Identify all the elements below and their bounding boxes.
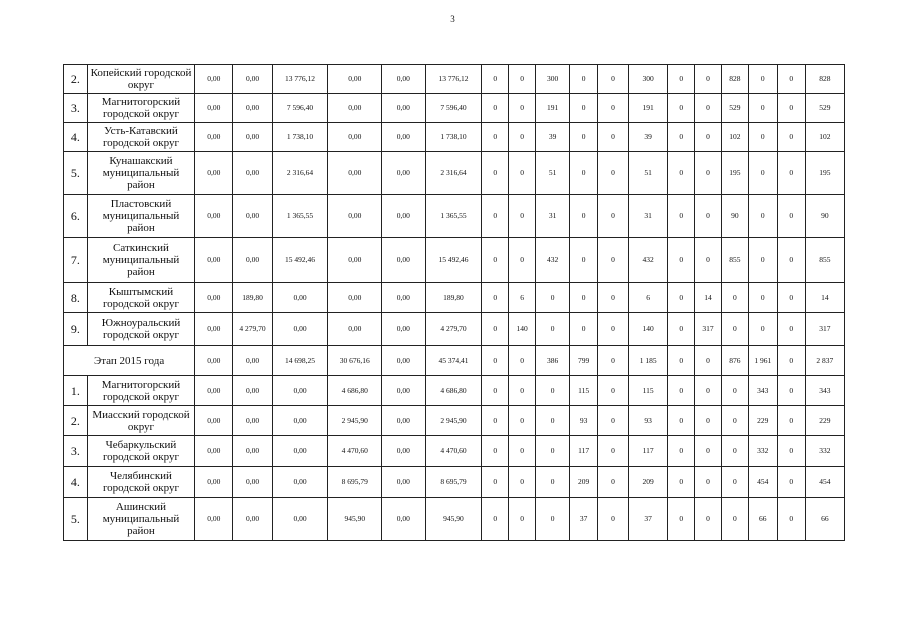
data-cell: 0 <box>695 436 722 467</box>
data-cell: 4 279,70 <box>425 313 482 346</box>
data-cell: 0 <box>536 467 570 498</box>
data-cell: 0 <box>536 406 570 436</box>
data-cell: 0 <box>721 376 748 406</box>
data-cell: 4 279,70 <box>233 313 272 346</box>
municipality-name: Магнитогорский городской округ <box>87 376 194 406</box>
data-cell: 855 <box>805 238 844 283</box>
table-row <box>64 376 845 406</box>
stage-data-cell: 0 <box>777 346 805 376</box>
table-row <box>64 467 845 498</box>
data-cell: 0 <box>668 313 695 346</box>
data-cell: 8 695,79 <box>425 467 482 498</box>
data-cell: 0 <box>668 65 695 94</box>
data-cell: 0 <box>748 283 777 313</box>
stage-data-cell: 14 698,25 <box>272 346 328 376</box>
row-number: 2. <box>64 65 88 94</box>
data-cell: 0,00 <box>195 65 233 94</box>
data-cell: 0,00 <box>195 94 233 123</box>
data-cell: 66 <box>748 498 777 541</box>
table-row <box>64 195 845 238</box>
data-cell: 0 <box>598 94 629 123</box>
data-cell: 0,00 <box>195 123 233 152</box>
row-number: 6. <box>64 195 88 238</box>
data-cell: 0 <box>509 195 536 238</box>
row-number: 9. <box>64 313 88 346</box>
stage-data-cell: 0,00 <box>382 346 425 376</box>
table-row <box>64 498 845 541</box>
stage-data-cell: 0,00 <box>233 346 272 376</box>
data-cell: 1 738,10 <box>425 123 482 152</box>
data-cell: 0,00 <box>382 283 425 313</box>
stage-data-cell: 45 374,41 <box>425 346 482 376</box>
data-cell: 0,00 <box>195 436 233 467</box>
page-number: 3 <box>450 14 455 24</box>
data-cell: 1 738,10 <box>272 123 328 152</box>
data-cell: 15 492,46 <box>425 238 482 283</box>
data-cell: 0 <box>598 238 629 283</box>
data-cell: 93 <box>629 406 668 436</box>
data-cell: 0 <box>570 283 598 313</box>
data-cell: 454 <box>748 467 777 498</box>
data-cell: 828 <box>805 65 844 94</box>
data-cell: 2 945,90 <box>425 406 482 436</box>
data-cell: 115 <box>570 376 598 406</box>
data-cell: 2 945,90 <box>328 406 382 436</box>
data-cell: 0,00 <box>328 123 382 152</box>
data-cell: 0 <box>482 376 509 406</box>
row-number: 2. <box>64 406 88 436</box>
data-cell: 4 470,60 <box>328 436 382 467</box>
data-cell: 31 <box>629 195 668 238</box>
data-cell: 0 <box>777 152 805 195</box>
data-cell: 2 316,64 <box>425 152 482 195</box>
data-cell: 4 686,80 <box>425 376 482 406</box>
data-cell: 90 <box>721 195 748 238</box>
row-number: 4. <box>64 123 88 152</box>
data-cell: 0,00 <box>272 283 328 313</box>
table-row <box>64 152 845 195</box>
data-cell: 0,00 <box>382 94 425 123</box>
data-cell: 0 <box>748 195 777 238</box>
data-cell: 0 <box>570 313 598 346</box>
stage-data-cell: 30 676,16 <box>328 346 382 376</box>
municipality-name: Ашинский муниципальный район <box>87 498 194 541</box>
stage-data-cell: 0 <box>482 346 509 376</box>
data-cell: 0 <box>598 467 629 498</box>
data-cell: 0 <box>598 123 629 152</box>
data-cell: 0 <box>721 313 748 346</box>
data-cell: 0,00 <box>195 152 233 195</box>
row-number: 3. <box>64 436 88 467</box>
data-cell: 0 <box>668 123 695 152</box>
stage-data-cell: 2 837 <box>805 346 844 376</box>
data-cell: 0,00 <box>382 238 425 283</box>
data-cell: 66 <box>805 498 844 541</box>
stage-data-cell: 0 <box>695 346 722 376</box>
data-cell: 13 776,12 <box>425 65 482 94</box>
stage-label: Этап 2015 года <box>64 346 195 376</box>
data-cell: 0,00 <box>195 313 233 346</box>
data-cell: 0 <box>695 238 722 283</box>
data-cell: 828 <box>721 65 748 94</box>
data-cell: 0,00 <box>272 376 328 406</box>
data-cell: 0,00 <box>328 65 382 94</box>
data-cell: 432 <box>629 238 668 283</box>
data-cell: 14 <box>695 283 722 313</box>
data-cell: 0 <box>536 436 570 467</box>
data-cell: 0 <box>695 467 722 498</box>
data-cell: 0,00 <box>233 436 272 467</box>
data-cell: 0 <box>570 152 598 195</box>
data-cell: 0,00 <box>272 498 328 541</box>
data-cell: 0 <box>695 406 722 436</box>
data-cell: 0,00 <box>382 406 425 436</box>
data-cell: 0,00 <box>382 498 425 541</box>
data-cell: 0 <box>482 123 509 152</box>
stage-data-cell: 0,00 <box>195 346 233 376</box>
data-cell: 7 596,40 <box>272 94 328 123</box>
data-cell: 0 <box>570 65 598 94</box>
stage-data-cell: 0 <box>668 346 695 376</box>
data-cell: 300 <box>629 65 668 94</box>
data-cell: 0,00 <box>233 376 272 406</box>
data-cell: 0 <box>748 238 777 283</box>
data-cell: 0 <box>668 376 695 406</box>
data-cell: 0 <box>748 152 777 195</box>
data-cell: 0 <box>598 65 629 94</box>
data-cell: 0 <box>668 406 695 436</box>
data-cell: 0 <box>509 65 536 94</box>
data-cell: 0,00 <box>195 376 233 406</box>
data-cell: 0 <box>777 195 805 238</box>
data-cell: 0 <box>598 376 629 406</box>
data-cell: 0 <box>509 238 536 283</box>
data-cell: 191 <box>629 94 668 123</box>
data-cell: 51 <box>629 152 668 195</box>
data-cell: 454 <box>805 467 844 498</box>
data-cell: 0,00 <box>328 238 382 283</box>
data-cell: 332 <box>748 436 777 467</box>
data-cell: 0 <box>509 406 536 436</box>
row-number: 3. <box>64 94 88 123</box>
data-cell: 0,00 <box>195 195 233 238</box>
data-cell: 0 <box>482 238 509 283</box>
data-cell: 945,90 <box>425 498 482 541</box>
data-cell: 115 <box>629 376 668 406</box>
row-number: 7. <box>64 238 88 283</box>
data-cell: 0,00 <box>382 313 425 346</box>
data-cell: 117 <box>629 436 668 467</box>
data-cell: 343 <box>805 376 844 406</box>
data-cell: 0 <box>748 123 777 152</box>
data-cell: 39 <box>536 123 570 152</box>
data-cell: 31 <box>536 195 570 238</box>
data-cell: 0,00 <box>328 152 382 195</box>
data-cell: 0 <box>695 376 722 406</box>
data-cell: 37 <box>629 498 668 541</box>
data-cell: 140 <box>509 313 536 346</box>
stage-summary-row <box>64 346 845 376</box>
data-cell: 14 <box>805 283 844 313</box>
data-cell: 1 365,55 <box>272 195 328 238</box>
table-row <box>64 238 845 283</box>
data-cell: 102 <box>805 123 844 152</box>
row-number: 5. <box>64 152 88 195</box>
stage-data-cell: 0 <box>598 346 629 376</box>
data-cell: 0 <box>748 94 777 123</box>
table-row <box>64 313 845 346</box>
data-cell: 0 <box>598 313 629 346</box>
data-cell: 0 <box>482 152 509 195</box>
data-cell: 0 <box>777 498 805 541</box>
data-cell: 0 <box>598 498 629 541</box>
data-cell: 0 <box>668 238 695 283</box>
data-cell: 0,00 <box>233 94 272 123</box>
table-row <box>64 94 845 123</box>
data-cell: 0 <box>748 313 777 346</box>
data-cell: 0 <box>598 152 629 195</box>
data-cell: 0,00 <box>233 123 272 152</box>
municipality-name: Усть-Катавский городской округ <box>87 123 194 152</box>
data-cell: 0 <box>721 498 748 541</box>
data-cell: 209 <box>629 467 668 498</box>
data-cell: 529 <box>805 94 844 123</box>
data-cell: 4 470,60 <box>425 436 482 467</box>
data-cell: 7 596,40 <box>425 94 482 123</box>
row-number: 8. <box>64 283 88 313</box>
data-cell: 0 <box>482 94 509 123</box>
data-cell: 0 <box>777 406 805 436</box>
data-cell: 0,00 <box>382 65 425 94</box>
data-cell: 0 <box>598 436 629 467</box>
data-cell: 140 <box>629 313 668 346</box>
data-cell: 317 <box>805 313 844 346</box>
data-cell: 0 <box>777 123 805 152</box>
data-cell: 0 <box>509 436 536 467</box>
data-cell: 343 <box>748 376 777 406</box>
data-cell: 1 365,55 <box>425 195 482 238</box>
data-cell: 0 <box>668 283 695 313</box>
data-cell: 0,00 <box>195 238 233 283</box>
data-cell: 0,00 <box>272 436 328 467</box>
data-cell: 195 <box>721 152 748 195</box>
data-cell: 0,00 <box>233 152 272 195</box>
municipality-name: Саткинский муниципальный район <box>87 238 194 283</box>
data-cell: 189,80 <box>233 283 272 313</box>
stage-data-cell: 876 <box>721 346 748 376</box>
municipality-name: Челябинский городской округ <box>87 467 194 498</box>
stage-data-cell: 1 185 <box>629 346 668 376</box>
data-cell: 0 <box>536 313 570 346</box>
data-cell: 0 <box>598 195 629 238</box>
municipality-name: Пластовский муниципальный район <box>87 195 194 238</box>
data-cell: 117 <box>570 436 598 467</box>
data-cell: 0 <box>482 65 509 94</box>
data-cell: 90 <box>805 195 844 238</box>
data-cell: 0,00 <box>272 406 328 436</box>
data-cell: 0,00 <box>233 65 272 94</box>
data-cell: 0 <box>777 436 805 467</box>
data-cell: 0 <box>536 498 570 541</box>
data-cell: 332 <box>805 436 844 467</box>
municipality-name: Кунашакский муниципальный район <box>87 152 194 195</box>
data-cell: 0 <box>721 283 748 313</box>
data-cell: 15 492,46 <box>272 238 328 283</box>
data-cell: 0 <box>721 406 748 436</box>
data-cell: 0 <box>777 238 805 283</box>
data-cell: 0,00 <box>382 152 425 195</box>
table-row <box>64 123 845 152</box>
data-cell: 0 <box>482 436 509 467</box>
data-cell: 209 <box>570 467 598 498</box>
data-cell: 0 <box>570 123 598 152</box>
data-cell: 0,00 <box>328 195 382 238</box>
data-cell: 855 <box>721 238 748 283</box>
data-cell: 0,00 <box>382 467 425 498</box>
data-cell: 191 <box>536 94 570 123</box>
data-cell: 0 <box>721 436 748 467</box>
data-cell: 0 <box>777 65 805 94</box>
data-cell: 0 <box>668 195 695 238</box>
table-row <box>64 406 845 436</box>
data-cell: 37 <box>570 498 598 541</box>
row-number: 4. <box>64 467 88 498</box>
data-cell: 0,00 <box>382 123 425 152</box>
data-cell: 0 <box>509 376 536 406</box>
data-cell: 0 <box>668 498 695 541</box>
data-cell: 0,00 <box>382 195 425 238</box>
row-number: 5. <box>64 498 88 541</box>
data-cell: 0,00 <box>195 406 233 436</box>
data-cell: 0 <box>482 195 509 238</box>
data-cell: 0 <box>536 283 570 313</box>
data-cell: 0,00 <box>272 467 328 498</box>
data-cell: 317 <box>695 313 722 346</box>
data-cell: 0 <box>695 152 722 195</box>
data-cell: 0 <box>509 152 536 195</box>
data-cell: 0 <box>695 195 722 238</box>
data-cell: 0 <box>598 283 629 313</box>
municipality-name: Кыштымский городской округ <box>87 283 194 313</box>
data-cell: 0 <box>509 94 536 123</box>
data-cell: 0,00 <box>382 436 425 467</box>
data-cell: 945,90 <box>328 498 382 541</box>
data-cell: 0 <box>695 94 722 123</box>
data-cell: 0 <box>668 436 695 467</box>
data-cell: 0,00 <box>328 283 382 313</box>
municipality-name: Миасский городской округ <box>87 406 194 436</box>
data-cell: 300 <box>536 65 570 94</box>
municipality-name: Чебаркульский городской округ <box>87 436 194 467</box>
data-cell: 0 <box>748 65 777 94</box>
data-cell: 4 686,80 <box>328 376 382 406</box>
row-number: 1. <box>64 376 88 406</box>
data-cell: 102 <box>721 123 748 152</box>
municipality-name: Копейский городской округ <box>87 65 194 94</box>
stage-data-cell: 0 <box>509 346 536 376</box>
data-cell: 0,00 <box>233 467 272 498</box>
data-cell: 0,00 <box>328 313 382 346</box>
data-cell: 0 <box>570 94 598 123</box>
data-cell: 0 <box>668 94 695 123</box>
stage-data-cell: 1 961 <box>748 346 777 376</box>
data-cell: 13 776,12 <box>272 65 328 94</box>
data-cell: 0 <box>668 467 695 498</box>
data-cell: 0 <box>695 498 722 541</box>
data-cell: 0 <box>695 65 722 94</box>
data-cell: 229 <box>748 406 777 436</box>
data-cell: 0 <box>777 467 805 498</box>
data-cell: 432 <box>536 238 570 283</box>
data-cell: 2 316,64 <box>272 152 328 195</box>
data-cell: 0,00 <box>233 238 272 283</box>
data-cell: 8 695,79 <box>328 467 382 498</box>
data-cell: 0 <box>570 238 598 283</box>
data-cell: 0 <box>695 123 722 152</box>
data-cell: 0 <box>509 498 536 541</box>
stage-data-cell: 386 <box>536 346 570 376</box>
data-cell: 0,00 <box>272 313 328 346</box>
data-cell: 0,00 <box>233 406 272 436</box>
data-cell: 93 <box>570 406 598 436</box>
data-cell: 0 <box>482 406 509 436</box>
data-cell: 0,00 <box>382 376 425 406</box>
data-cell: 0 <box>721 467 748 498</box>
data-cell: 0,00 <box>195 283 233 313</box>
data-cell: 0 <box>509 467 536 498</box>
data-cell: 0,00 <box>233 195 272 238</box>
data-cell: 0 <box>482 283 509 313</box>
data-cell: 0 <box>777 376 805 406</box>
data-cell: 0 <box>509 123 536 152</box>
data-cell: 0 <box>777 313 805 346</box>
data-cell: 0 <box>482 467 509 498</box>
data-cell: 0,00 <box>233 498 272 541</box>
data-cell: 51 <box>536 152 570 195</box>
table-row <box>64 283 845 313</box>
data-cell: 0 <box>668 152 695 195</box>
data-cell: 195 <box>805 152 844 195</box>
data-cell: 229 <box>805 406 844 436</box>
data-cell: 0 <box>482 498 509 541</box>
municipality-name: Магнитогорский городской округ <box>87 94 194 123</box>
data-cell: 6 <box>509 283 536 313</box>
municipality-name: Южноуральский городской округ <box>87 313 194 346</box>
data-cell: 529 <box>721 94 748 123</box>
municipal-data-table <box>63 64 845 541</box>
data-cell: 0 <box>570 195 598 238</box>
data-cell: 39 <box>629 123 668 152</box>
data-cell: 6 <box>629 283 668 313</box>
data-cell: 0 <box>598 406 629 436</box>
data-cell: 0 <box>536 376 570 406</box>
data-cell: 0,00 <box>328 94 382 123</box>
data-cell: 0 <box>777 94 805 123</box>
data-cell: 0,00 <box>195 498 233 541</box>
table-row <box>64 65 845 94</box>
data-cell: 0,00 <box>195 467 233 498</box>
stage-data-cell: 799 <box>570 346 598 376</box>
data-cell: 189,80 <box>425 283 482 313</box>
table-row <box>64 436 845 467</box>
data-cell: 0 <box>777 283 805 313</box>
data-cell: 0 <box>482 313 509 346</box>
